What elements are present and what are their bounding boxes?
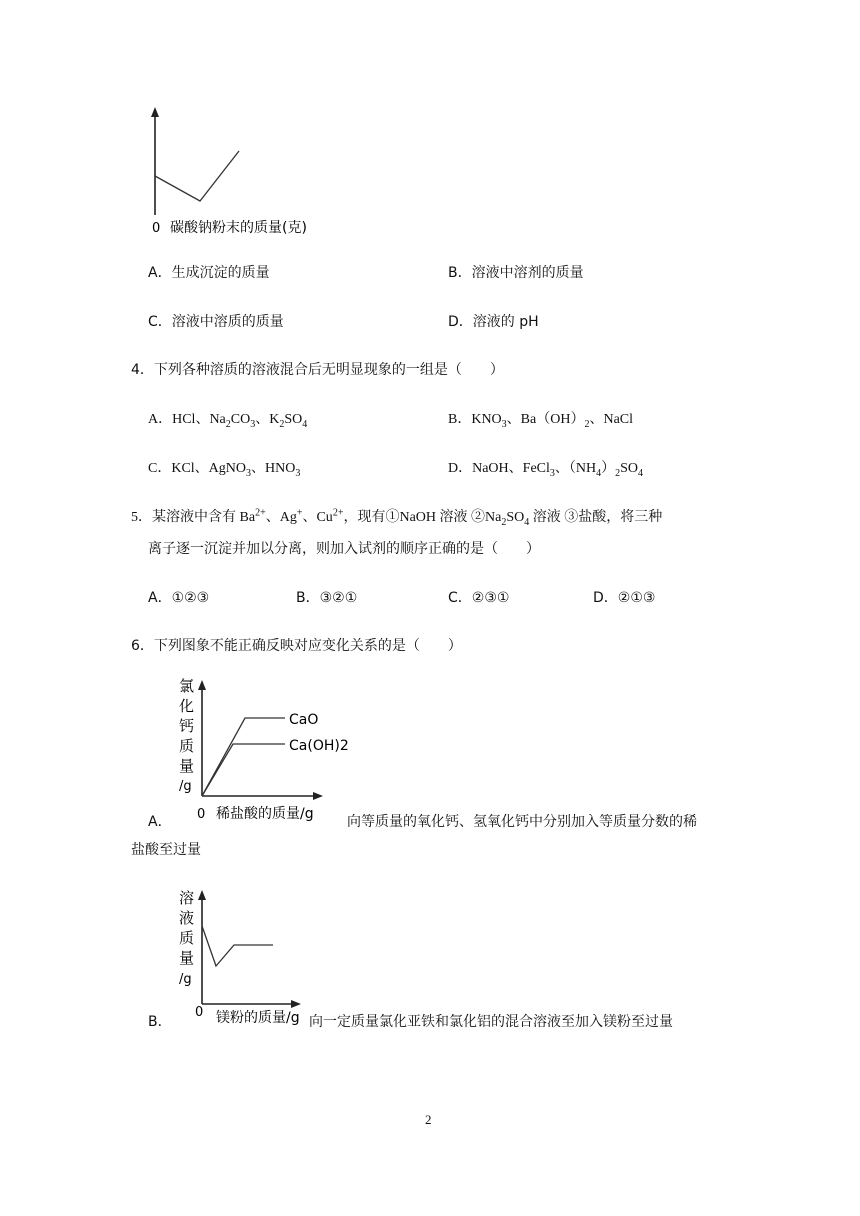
page-number: 2 bbox=[425, 1112, 432, 1127]
q5-option-d: D．②①③ bbox=[593, 590, 656, 606]
figb-ylabel-char: /g bbox=[179, 972, 192, 987]
y-axis-arrow bbox=[198, 890, 206, 900]
figure-a-graph bbox=[175, 676, 350, 826]
figa-ylabel-char: 化 bbox=[179, 697, 195, 715]
origin-label: 0 bbox=[152, 221, 161, 236]
q4-option-a: A．HCl、$Na_2CO_3$、$K_2SO_4$ bbox=[148, 412, 308, 430]
option-d: D．溶液的 pH bbox=[448, 314, 539, 330]
question-4-stem: 4．下列各种溶质的溶液混合后无明显现象的一组是（ ） bbox=[131, 362, 504, 378]
y-axis-arrow bbox=[198, 680, 206, 690]
q6-option-a-text-cont: 盐酸至过量 bbox=[131, 842, 201, 858]
figb-ylabel-char: 液 bbox=[179, 909, 195, 927]
q5-option-a: A．①②③ bbox=[148, 590, 210, 606]
q6-option-a-letter: A． bbox=[148, 814, 172, 830]
figa-ylabel-char: 质 bbox=[179, 737, 195, 755]
option-b: B．溶液中溶剂的质量 bbox=[448, 265, 584, 281]
q6-option-b-letter: B． bbox=[148, 1014, 172, 1030]
x-axis-label: 碳酸钠粉末的质量(克) bbox=[170, 220, 307, 236]
origin-label: 0 bbox=[195, 1005, 204, 1020]
curve bbox=[202, 926, 273, 966]
x-axis-arrow bbox=[291, 1000, 301, 1008]
y-axis-arrow bbox=[151, 107, 159, 117]
question-5-stem-line2: 离子逐一沉淀并加以分离，则加入试剂的顺序正确的是（ ） bbox=[148, 541, 540, 557]
x-axis-arrow bbox=[313, 792, 323, 800]
line-caoh2 bbox=[202, 744, 285, 796]
question-6-stem: 6．下列图象不能正确反映对应变化关系的是（ ） bbox=[131, 638, 462, 654]
figa-ylabel-char: /g bbox=[179, 779, 192, 794]
x-axis-label: 镁粉的质量/g bbox=[216, 1010, 300, 1026]
q4-option-b: B．$KNO_3$、$Ba(OH)_2$、NaCl bbox=[448, 412, 634, 430]
q4-option-c: C．KCl、AgNO$_3$、$HNO_3$ bbox=[148, 461, 301, 479]
q6-option-b-text: 向一定质量氯化亚铁和氯化铝的混合溶液至加入镁粉至过量 bbox=[309, 1014, 673, 1030]
x-axis-label: 稀盐酸的质量/g bbox=[216, 806, 314, 822]
option-a: A．生成沉淀的质量 bbox=[148, 265, 270, 281]
q5-option-c: C．②③① bbox=[448, 590, 510, 606]
q5-option-b: B．③②① bbox=[296, 590, 358, 606]
figure-sodium-carbonate-graph bbox=[140, 105, 340, 240]
label-cao: CaO bbox=[289, 712, 319, 728]
figa-ylabel-char: 钙 bbox=[179, 717, 195, 735]
figb-ylabel-char: 量 bbox=[179, 949, 195, 967]
figb-ylabel-char: 溶 bbox=[179, 889, 195, 907]
line-cao bbox=[202, 718, 285, 796]
figb-ylabel-char: 质 bbox=[179, 929, 195, 947]
figa-ylabel-char: 量 bbox=[179, 757, 195, 775]
option-c: C．溶液中溶质的质量 bbox=[148, 314, 284, 330]
curve bbox=[155, 151, 239, 201]
figa-ylabel-char: 氯 bbox=[179, 677, 195, 695]
q4-option-d: D．NaOH、FeCl$_3$、$(NH_4)_2SO_4$ bbox=[448, 461, 644, 479]
question-5-stem-line1: 5．某溶液中含有 $Ba^{2+}$、Ag+、$Cu^{2+}$，现有①NaOH 溶液 $②Na_2SO_4$ 溶液 ③盐酸，将三种 bbox=[131, 507, 663, 528]
origin-label: 0 bbox=[197, 807, 206, 822]
label-caoh2: Ca(OH)2 bbox=[289, 738, 349, 754]
figure-b-graph bbox=[175, 886, 315, 1031]
q6-option-a-text: 向等质量的氧化钙、氢氧化钙中分别加入等质量分数的稀 bbox=[347, 814, 697, 830]
